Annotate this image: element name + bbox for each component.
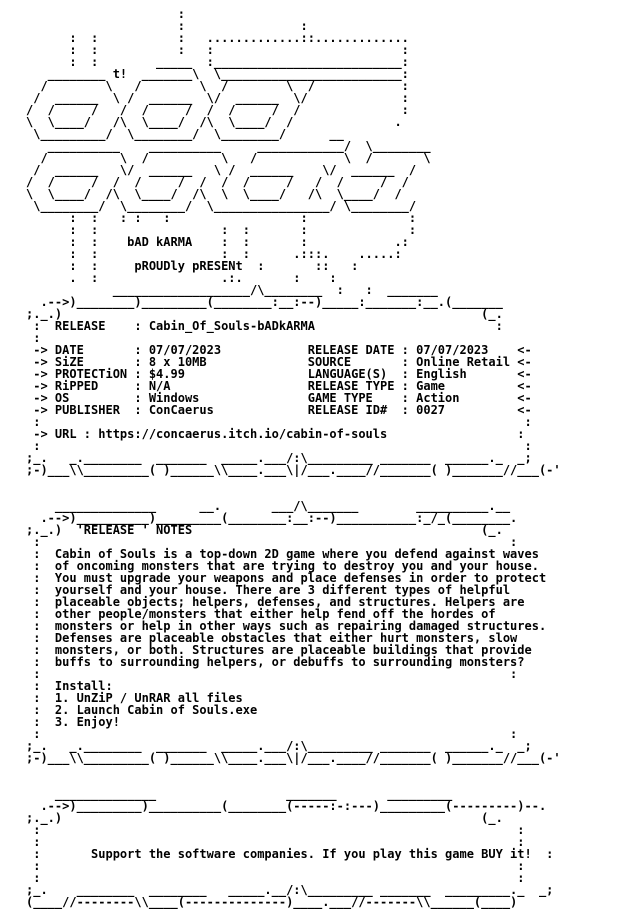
nfo-line: : 3. Enjoy! <box>26 715 120 729</box>
nfo-line: __________ __________ ____________/ \________ <box>26 139 431 153</box>
nfo-line: : : <box>26 823 525 837</box>
nfo-line: .-->)________)_________(________:__:--)_____:_______:__.(_______ <box>26 295 503 309</box>
nfo-line: : Support the software companies. If you play this game BUY it! : <box>26 847 554 861</box>
nfo-line: : : <box>26 667 518 681</box>
nfo-line: / \ / \ / \ / \ <box>26 151 431 165</box>
nfo-line: / ______ \ / ______ \/ ______ \/ : <box>26 91 409 105</box>
nfo-line: : monsters, or both. Structures are placeable buildings that provide <box>26 643 532 657</box>
nfo-line: : placeable objects; helpers, defenses, and structures. Helpers are <box>26 595 525 609</box>
nfo-line: : : <box>26 415 532 429</box>
nfo-line <box>26 476 561 488</box>
nfo-line: : RELEASE : Cabin_Of_Souls-bADkARMA : <box>26 319 503 333</box>
nfo-line: \_________/ \________/ \________/ __ <box>26 127 424 141</box>
nfo-line: ______________ _______ _________ <box>26 787 453 801</box>
nfo-line: ;._.) (_. <box>26 811 503 825</box>
nfo-line: : Cabin of Souls is a top-down 2D game where you defend against waves <box>26 547 539 561</box>
nfo-line: -> RiPPED : N/A RELEASE TYPE : Game <- <box>26 379 532 393</box>
nfo-line: : : : : : : <box>26 223 417 237</box>
nfo-line: : <box>26 7 185 21</box>
nfo-line: : : _____ :__________________________: <box>26 55 409 69</box>
nfo-line: : 1. UnZiP / UnRAR all files <box>26 691 243 705</box>
nfo-line: : : : : .:::. .....: <box>26 247 402 261</box>
nfo-line: .-->)_________)__________(________(-----:-:---)_________(---------)--. <box>26 799 547 813</box>
nfo-line: ;-)___\\_________( )______\\____.___\|/___.____//_______( )_______//___(-' <box>26 751 561 765</box>
nfo-line: : : <box>26 19 308 33</box>
nfo-line: : buffs to surrounding helpers, or debuffs to surrounding monsters? <box>26 655 525 669</box>
nfo-line: : : <box>26 835 525 849</box>
nfo-line: / / / / / / / / / / : <box>26 103 409 117</box>
nfo-line: : : : : : : : <box>26 211 417 225</box>
nfo-line: \________/ \________/ \________________/ \________/ <box>26 199 417 213</box>
nfo-line: : Install: <box>26 679 113 693</box>
nfo-line: -> OS : Windows GAME TYPE : Action <- <box>26 391 532 405</box>
nfo-line: ;_. _.________ _______ _____.___/:\_________ _______ ______._ _; <box>26 451 532 465</box>
nfo-line: ;_. _.________ _______ _____.___/:\_________ _______ ______._ _; <box>26 739 532 753</box>
nfo-line: -> PUBLISHER : ConCaerus RELEASE ID# : 0027 <- <box>26 403 532 417</box>
nfo-line: ______________ __. ___/\_______ __________.__ <box>26 499 511 513</box>
nfo-line: : : : : : <box>26 43 409 57</box>
nfo-line: : : <box>26 727 518 741</box>
nfo-line: : yourself and your house. There are 3 different types of helpful <box>26 583 511 597</box>
nfo-line: : : bAD kARMA : : : .: <box>26 235 409 249</box>
nfo-line: -> DATE : 07/07/2023 RELEASE DATE : 07/07/2023 <- <box>26 343 532 357</box>
nfo-line: : : <box>26 535 518 549</box>
nfo-line: / ______ \/ ______ \ / ______ \/ ______ / <box>26 163 417 177</box>
nfo-line: ___________________/\________ : : _______ <box>26 283 438 297</box>
nfo-line: ________ t! _______\ \_________________________: <box>26 67 409 81</box>
nfo-line: (____//--------\\____(--------------)____.___//-------\\______(____) <box>26 895 518 909</box>
nfo-line: ;-)___\\_________( )______\\____.___\|/___.____//_______( )_______//___(-' <box>26 463 561 477</box>
nfo-line: ;._.) (_. <box>26 307 503 321</box>
nfo-line: : of oncoming monsters that are trying to destroy you and your house. <box>26 559 539 573</box>
nfo-line: -> PROTECTiON : $4.99 LANGUAGE(S) : English <- <box>26 367 532 381</box>
nfo-line: -> URL : https://concaerus.itch.io/cabin-of-souls : <box>26 427 525 441</box>
nfo-art <box>26 8 561 908</box>
nfo-line: .-->)__________)_________(________:__:--)___________:_/_(________. <box>26 511 518 525</box>
nfo-line: : <box>26 331 41 345</box>
nfo-line: : : <box>26 859 525 873</box>
nfo-line: : Defenses are placeable obstacles that either hurt monsters, slow <box>26 631 518 645</box>
nfo-line: : : pROUDly pRESENt : :: : <box>26 259 359 273</box>
nfo-line: : other people/monsters that either help fend off the hordes of <box>26 607 496 621</box>
nfo-line: . : .:. : : <box>26 271 337 285</box>
nfo-line: : : <box>26 871 525 885</box>
nfo-line: / / / / / / / / / / / / / / <box>26 175 409 189</box>
nfo-line: -> SiZE : 8 x 10MB SOURCE : Online Retail <- <box>26 355 532 369</box>
nfo-line: \ \____/ /\ \____/ /\ \ \____/ /\ \____/ / <box>26 187 402 201</box>
nfo-line: : monsters or help in other ways such as repairing damaged structures. <box>26 619 547 633</box>
nfo-line: : : <box>26 439 532 453</box>
nfo-line <box>26 764 561 776</box>
nfo-line: / \ / \ / \ / : <box>26 79 409 93</box>
nfo-line: ;_. ________ ________ _____.__/:\_________ _______ _________._ _; <box>26 883 554 897</box>
nfo-line: ;._.) 'RELEASE ' NOTES (_. <box>26 523 503 537</box>
nfo-line: : You must upgrade your weapons and place defenses in order to protect <box>26 571 547 585</box>
nfo-line: \ \____/ /\ \____/ /\ \____/ / . <box>26 115 402 129</box>
nfo-line: : : : .............::............. <box>26 31 409 45</box>
nfo-line: : 2. Launch Cabin of Souls.exe <box>26 703 258 717</box>
